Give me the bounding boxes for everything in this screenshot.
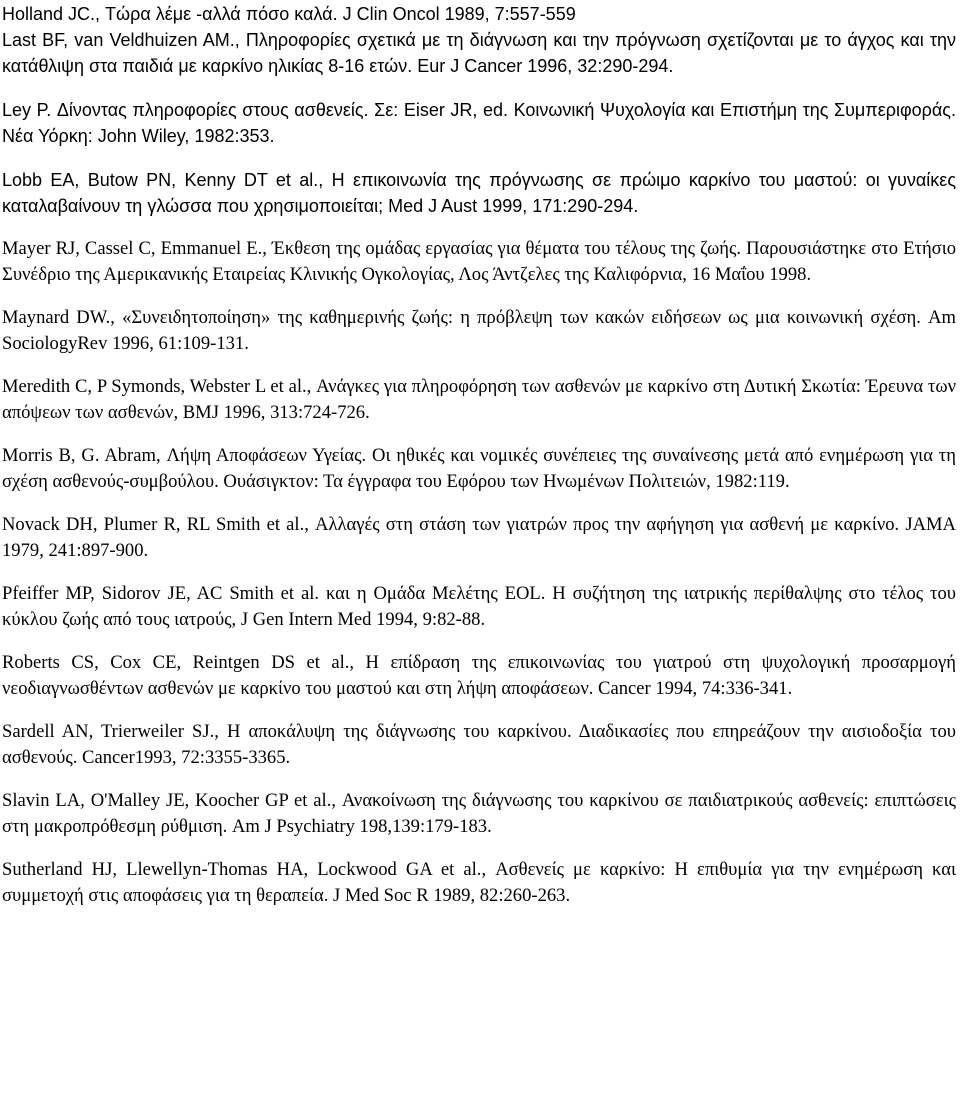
reference-item bbox=[2, 374, 956, 426]
reference-item bbox=[2, 512, 956, 564]
reference-text: Δίνοντας πληροφορίες στους ασθενείς. Σε: Eiser JR, ed. Κοινωνική Ψυχολογία και Επιστήμη της Συμπεριφοράς. Νέα Υόρκη: John Wiley, 1982:353. bbox=[2, 100, 956, 146]
reference-authors: Pfeiffer MP, Sidorov JE, AC Smith et al. bbox=[2, 583, 326, 604]
reference-item bbox=[2, 27, 956, 79]
reference-authors: Meredith C, P Symonds, Webster L et al. bbox=[2, 376, 307, 397]
reference-item bbox=[2, 1, 956, 27]
reference-text: , Ασθενείς με καρκίνο: Η επιθυμία για την ενημέρωση και συμμετοχή στις αποφάσεις για τη θεραπεία. J Med Soc R 1989, 82:260-263. bbox=[2, 859, 957, 906]
reference-text: και η Ομάδα Μελέτης EOL. Η συζήτηση της ιατρικής περίθαλψης στο τέλος του κύκλου ζωής από τους ιατρούς, J Gen Intern Med 1994, 9:82-88. bbox=[2, 583, 956, 630]
reference-text: Λήψη Αποφάσεων Υγείας. Οι ηθικές και νομικές συνέπειες της συναίνεσης μετά από ενημέρωση για τη σχέση ασθενούς-συμβούλου. Ουάσιγκτον: Τα έγγραφα του Εφόρου των Ηνωμένων Πολιτειών, 1982:119. bbox=[2, 445, 956, 492]
reference-authors: Ley P. bbox=[2, 100, 57, 120]
reference-item bbox=[2, 443, 956, 495]
reference-item bbox=[2, 305, 956, 357]
reference-text: , Ανακοίνωση της διάγνωσης του καρκίνου σε παιδιατρικούς ασθενείς: επιπτώσεις στη μακροπρόθεσμη ρύθμιση. Am J Psychiatry 198,139:179-183. bbox=[2, 790, 956, 837]
reference-authors: Morris B, G. Abram, bbox=[2, 445, 167, 466]
reference-text: , Αλλαγές στη στάση των γιατρών προς την αφήγηση για ασθενή με καρκίνο. JAMA 1979, 241:897-900. bbox=[2, 514, 956, 561]
reference-authors: Holland JC., bbox=[2, 4, 106, 24]
reference-authors: Slavin LA, O'Malley JE, Koocher GP et al. bbox=[2, 790, 332, 811]
reference-text: , Έκθεση της ομάδας εργασίας για θέματα του τέλους της ζωής. Παρουσιάστηκε στο Ετήσιο Συνέδριο της Αμερικανικής Εταιρείας Κλινικής Ογκολογίας, Λος Άντζελες της Καλιφόρνια, 16 Μαΐου 1998. bbox=[2, 238, 956, 285]
reference-item bbox=[2, 167, 956, 219]
reference-authors: Sutherland HJ, Llewellyn-Thomas HA, Lockwood GA et al. bbox=[2, 859, 482, 880]
reference-authors: Lobb EA, Butow PN, Kenny DT et al. bbox=[2, 170, 319, 190]
reference-item bbox=[2, 97, 956, 149]
reference-text: , Η επικοινωνία της πρόγνωσης σε πρώιμο καρκίνο του μαστού: οι γυναίκες καταλαβαίνουν τη γλώσσα που χρησιμοποιείται; Med J Aust 1999, 171:290-294. bbox=[2, 170, 956, 216]
reference-authors: Novack DH, Plumer R, RL Smith et al. bbox=[2, 514, 305, 535]
reference-item bbox=[2, 650, 956, 702]
reference-text: , Η επίδραση της επικοινωνίας του γιατρού στη ψυχολογική προσαρμογή νεοδιαγνωσθέντων ασθενών με καρκίνο του μαστού και στη λήψη αποφάσεων. Cancer 1994, 74:336-341. bbox=[2, 652, 956, 699]
reference-item bbox=[2, 581, 956, 633]
reference-text: Τώρα λέμε -αλλά πόσο καλά. J Clin Oncol 1989, 7:557-559 bbox=[105, 4, 576, 24]
reference-authors: Maynard DW. bbox=[2, 307, 111, 328]
reference-item bbox=[2, 719, 956, 771]
reference-authors: Roberts CS, Cox CE, Reintgen DS et al. bbox=[2, 652, 350, 673]
reference-text: , Η αποκάλυψη της διάγνωσης του καρκίνου. Διαδικασίες που επηρεάζουν την αισιοδοξία του ασθενούς. Cancer1993, 72:3355-3365. bbox=[2, 721, 956, 768]
reference-authors: Mayer RJ, Cassel C, Emmanuel E. bbox=[2, 238, 263, 259]
reference-authors: Last BF, van Veldhuizen AM., bbox=[2, 30, 246, 50]
reference-list bbox=[2, 0, 956, 909]
reference-item bbox=[2, 236, 956, 288]
reference-authors: Sardell AN, Trierweiler SJ. bbox=[2, 721, 215, 742]
reference-item bbox=[2, 788, 956, 840]
reference-item bbox=[2, 857, 956, 909]
reference-text: , Ανάγκες για πληροφόρηση των ασθενών με καρκίνο στη Δυτική Σκωτία: Έρευνα των απόψεων των ασθενών, BMJ 1996, 313:724-726. bbox=[2, 376, 957, 423]
reference-text: Πληροφορίες σχετικά με τη διάγνωση και την πρόγνωση σχετίζονται με το άγχος και την κατάθλιψη στα παιδιά με καρκίνο ηλικίας 8-16 ετών. Eur J Cancer 1996, 32:290-294. bbox=[2, 30, 957, 76]
reference-text: , «Συνειδητοποίηση» της καθημερινής ζωής: η πρόβλεψη των κακών ειδήσεων ως μια κοινωνική σχέση. Am SociologyRev 1996, 61:109-131. bbox=[2, 307, 956, 354]
